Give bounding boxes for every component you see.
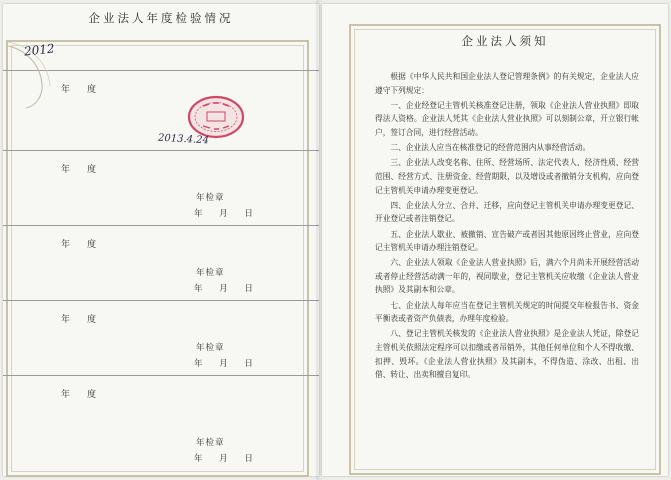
right-page-border bbox=[349, 24, 661, 475]
inspection-section-3 bbox=[3, 225, 319, 300]
notice-title: 企业法人须知 bbox=[461, 34, 549, 48]
notice-paragraph: 八、登记主管机关核发的《企业法人营业执照》是企业法人凭证，除登记主管机关依照法定程序可以扣缴或者吊销外，其他任何单位和个人不得收缴、扣押、毁坏。《企业法人营业执照》及其副本，不得伪造、涂改、出租、出借、转让、出卖和擅自复印。 bbox=[375, 329, 639, 380]
notice-paragraph: 七、企业法人每年应当在登记主管机关规定的时间提交年检报告书、资金平衡表或者资产负债表，办理年度检验。 bbox=[375, 300, 639, 324]
date-label: 年 月 日 bbox=[194, 284, 253, 294]
date-label: 年 月 日 bbox=[194, 454, 253, 464]
year-label: 年度 bbox=[61, 240, 114, 250]
notice-paragraph: 二、企业法人应当在核准登记的经营范围内从事经营活动。 bbox=[390, 143, 591, 153]
notice-body bbox=[375, 70, 639, 383]
notice-paragraph: 六、企业法人领取《企业法人营业执照》后，满六个月尚未开展经营活动或者停止经营活动满一年的，视同歇业，登记主管机关应收缴《企业法人营业执照》及其副本和公章。 bbox=[375, 258, 639, 295]
inspection-section-4 bbox=[3, 300, 319, 375]
year-label: 年度 bbox=[61, 85, 114, 95]
stamp-label: 年检章 bbox=[196, 343, 225, 353]
handwritten-year: 2012 bbox=[23, 41, 56, 59]
left-page bbox=[3, 4, 319, 476]
notice-paragraph: 根据《中华人民共和国企业法人登记管理条例》的有关规定，企业法人应遵守下列规定： bbox=[375, 72, 639, 95]
date-label: 年 月 日 bbox=[194, 209, 253, 219]
stamp-label: 年检章 bbox=[196, 193, 225, 203]
notice-paragraph: 四、企业法人分立、合并、迁移，应向登记主管机关申请办理变更登记、开业登记或者注销登记。 bbox=[375, 200, 639, 224]
year-label: 年度 bbox=[61, 165, 114, 175]
stamp-label: 年检章 bbox=[196, 268, 225, 278]
inspection-section-5 bbox=[3, 375, 319, 471]
notice-paragraph: 一、企业经登记主管机关核准登记注册，领取《企业法人营业执照》即取得法人资格。企业法人凭其《企业法人营业执照》可以刻制公章，开立银行帐户，签订合同，进行经营活动。 bbox=[375, 100, 639, 137]
year-label: 年度 bbox=[61, 315, 114, 325]
inspection-section-2 bbox=[3, 150, 319, 225]
stamp-label: 年检章 bbox=[196, 438, 225, 448]
notice-paragraph: 三、企业法人改变名称、住所、经营场所、法定代表人、经济性质、经营范围、经营方式、注册资金、经营期限，以及增设或者撤销分支机构，应向登记主管机关申请办理变更登记。 bbox=[375, 158, 639, 195]
date-label: 年 月 日 bbox=[194, 359, 253, 369]
right-page bbox=[322, 4, 668, 476]
annual-inspection-title: 企业法人年度检验情况 bbox=[88, 11, 234, 25]
handwritten-inspection-date: 2013.4.24 bbox=[157, 132, 210, 147]
year-label: 年度 bbox=[61, 390, 114, 400]
notice-paragraph: 五、企业法人歇业、被撤销、宣告破产或者因其他原因终止营业，应向登记主管机关申请办理注销登记。 bbox=[375, 229, 639, 253]
